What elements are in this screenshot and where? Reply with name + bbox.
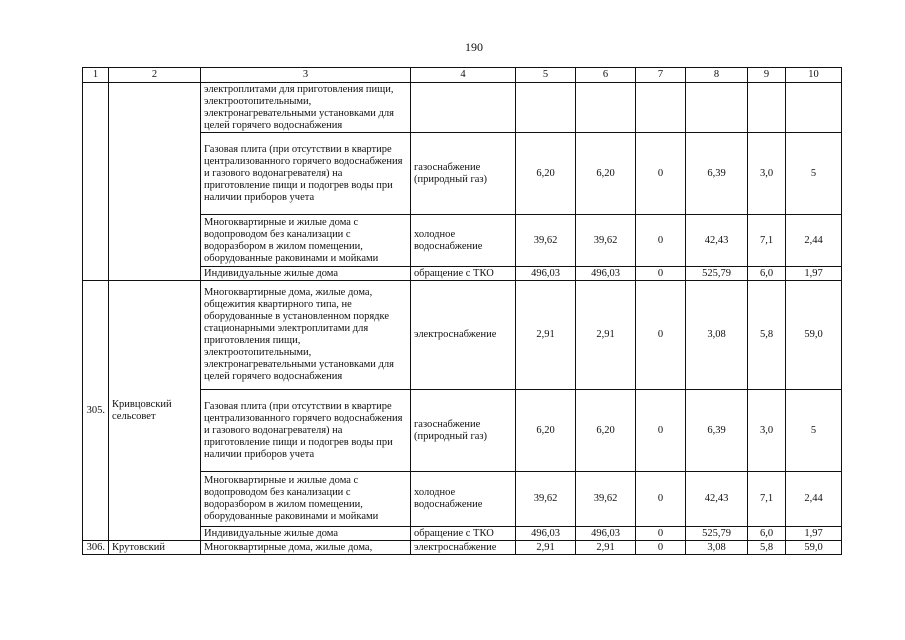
value-col7: 0 (636, 390, 686, 472)
category-description: Индивидуальные жилые дома (201, 527, 411, 541)
value-col6: 39,62 (576, 472, 636, 527)
value-col8: 42,43 (686, 215, 748, 267)
value-col9: 7,1 (748, 215, 786, 267)
header-col-3: 3 (201, 68, 411, 83)
value-col10 (786, 83, 842, 133)
service-cell (411, 83, 516, 133)
header-col-5: 5 (516, 68, 576, 83)
settlement-cell (109, 83, 201, 281)
value-col5: 2,91 (516, 281, 576, 390)
value-col10: 5 (786, 390, 842, 472)
service-cell: электроснабжение (411, 541, 516, 555)
value-col5: 6,20 (516, 133, 576, 215)
value-col7: 0 (636, 541, 686, 555)
service-cell: обращение с ТКО (411, 267, 516, 281)
value-col9: 5,8 (748, 281, 786, 390)
header-col-9: 9 (748, 68, 786, 83)
value-col8: 3,08 (686, 541, 748, 555)
value-col9: 6,0 (748, 267, 786, 281)
table-row (83, 83, 842, 133)
header-col-10: 10 (786, 68, 842, 83)
value-col8: 6,39 (686, 390, 748, 472)
value-col8: 42,43 (686, 472, 748, 527)
value-col10: 59,0 (786, 541, 842, 555)
value-col7: 0 (636, 472, 686, 527)
value-col6: 496,03 (576, 527, 636, 541)
service-cell: газоснабжение (природный газ) (411, 133, 516, 215)
value-col5: 496,03 (516, 267, 576, 281)
service-cell: обращение с ТКО (411, 527, 516, 541)
value-col7: 0 (636, 281, 686, 390)
category-description: электроплитами для приготовления пищи, электроотопительными, электронагревательными установками для целей горячего водоснабжения (201, 83, 411, 133)
value-col9: 5,8 (748, 541, 786, 555)
value-col8: 525,79 (686, 267, 748, 281)
value-col5: 496,03 (516, 527, 576, 541)
header-col-8: 8 (686, 68, 748, 83)
value-col10: 59,0 (786, 281, 842, 390)
value-col10: 5 (786, 133, 842, 215)
value-col8: 525,79 (686, 527, 748, 541)
value-col6: 2,91 (576, 541, 636, 555)
value-col9: 6,0 (748, 527, 786, 541)
row-number-cell: 305. (83, 281, 109, 541)
value-col6 (576, 83, 636, 133)
category-description: Многоквартирные и жилые дома с водопроводом без канализации с водоразбором в жилом помещении, оборудованные раковинами и мойками (201, 472, 411, 527)
value-col9: 7,1 (748, 472, 786, 527)
table-row (83, 281, 842, 390)
value-col5: 6,20 (516, 390, 576, 472)
value-col6: 2,91 (576, 281, 636, 390)
value-col7: 0 (636, 527, 686, 541)
header-col-7: 7 (636, 68, 686, 83)
category-description: Газовая плита (при отсутствии в квартире централизованного горячего водоснабжения и газового водонагревателя) на приготовление пищи и подогрев воды при наличии приборов учета (201, 390, 411, 472)
category-description: Индивидуальные жилые дома (201, 267, 411, 281)
value-col8 (686, 83, 748, 133)
value-col7: 0 (636, 267, 686, 281)
header-col-1: 1 (83, 68, 109, 83)
value-col6: 39,62 (576, 215, 636, 267)
value-col7: 0 (636, 215, 686, 267)
category-description: Газовая плита (при отсутствии в квартире централизованного горячего водоснабжения и газового водонагревателя) на приготовление пищи и подогрев воды при наличии приборов учета (201, 133, 411, 215)
page-number: 190 (465, 40, 483, 54)
category-description: Многоквартирные дома, жилые дома, (201, 541, 411, 555)
header-col-4: 4 (411, 68, 516, 83)
value-col5: 39,62 (516, 472, 576, 527)
value-col5 (516, 83, 576, 133)
value-col10: 2,44 (786, 215, 842, 267)
row-number-cell (83, 83, 109, 281)
value-col10: 1,97 (786, 527, 842, 541)
header-col-6: 6 (576, 68, 636, 83)
settlement-cell: Кривцовский сельсовет (109, 281, 201, 541)
service-cell: холодное водоснабжение (411, 472, 516, 527)
settlement-cell: Крутовский (109, 541, 201, 555)
service-cell: газоснабжение (природный газ) (411, 390, 516, 472)
service-cell: холодное водоснабжение (411, 215, 516, 267)
header-col-2: 2 (109, 68, 201, 83)
value-col5: 39,62 (516, 215, 576, 267)
value-col7 (636, 83, 686, 133)
table-row (83, 541, 842, 555)
value-col5: 2,91 (516, 541, 576, 555)
value-col8: 6,39 (686, 133, 748, 215)
value-col9: 3,0 (748, 390, 786, 472)
value-col6: 6,20 (576, 133, 636, 215)
category-description: Многоквартирные дома, жилые дома, общежития квартирного типа, не оборудованные в установленном порядке стационарными электроплитами для приготовления пищи, электроотопительными, электронагревательными установками для целей горячего водоснабжения (201, 281, 411, 390)
service-cell: электроснабжение (411, 281, 516, 390)
value-col9 (748, 83, 786, 133)
tariff-table (82, 67, 842, 555)
value-col10: 1,97 (786, 267, 842, 281)
value-col9: 3,0 (748, 133, 786, 215)
value-col8: 3,08 (686, 281, 748, 390)
value-col10: 2,44 (786, 472, 842, 527)
header-row (83, 68, 842, 83)
value-col7: 0 (636, 133, 686, 215)
row-number-cell: 306. (83, 541, 109, 555)
value-col6: 496,03 (576, 267, 636, 281)
category-description: Многоквартирные и жилые дома с водопроводом без канализации с водоразбором в жилом помещении, оборудованные раковинами и мойками (201, 215, 411, 267)
value-col6: 6,20 (576, 390, 636, 472)
